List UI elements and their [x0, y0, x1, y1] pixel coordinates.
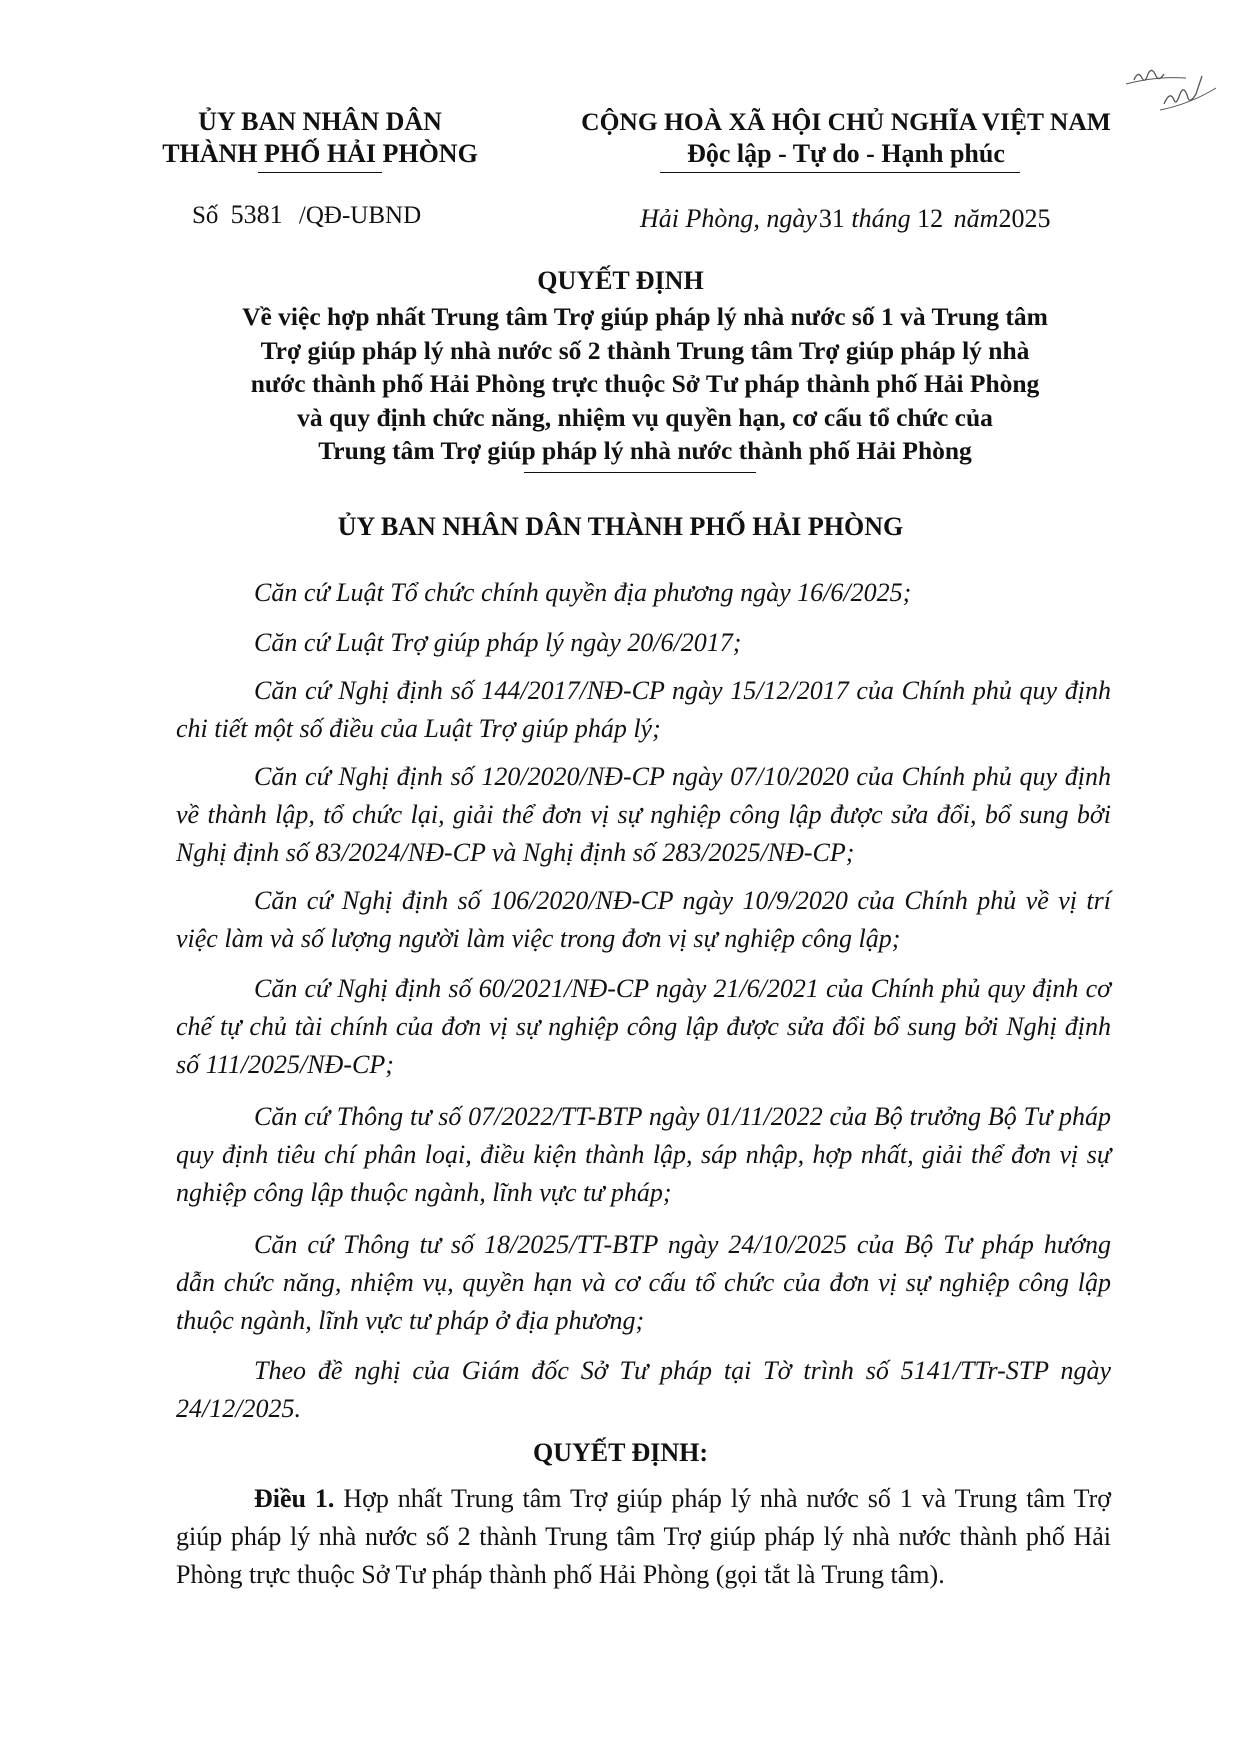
subject-line: Về việc hợp nhất Trung tâm Trợ giúp pháp lý nhà nước số 1 và Trung tâm: [242, 302, 1048, 331]
legal-basis: Căn cứ Nghị định số 144/2017/NĐ-CP ngày 15/12/2017 của Chính phủ quy định chi tiết một số điều của Luật Trợ giúp pháp lý;: [176, 676, 1111, 743]
legal-basis: Căn cứ Thông tư số 18/2025/TT-BTP ngày 24/10/2025 của Bộ Tư pháp hướng dẫn chức năng, nhiệm vụ, quyền hạn và cơ cấu tổ chức của đơn vị sự nghiệp công lập thuộc ngành, lĩnh vực tư pháp ở địa phương;: [176, 1230, 1111, 1335]
nation-line-2: Độc lập - Tự do - Hạnh phúc: [687, 139, 1005, 168]
date-place: Hải Phòng, ngày: [640, 204, 817, 233]
article-1-text: Hợp nhất Trung tâm Trợ giúp pháp lý nhà nước số 1 và Trung tâm Trợ giúp pháp lý nhà nước số 2 thành Trung tâm Trợ giúp pháp lý nhà nước thành phố Hải Phòng trực thuộc Sở Tư pháp thành phố Hải Phòng (gọi tắt là Trung tâm).: [176, 1484, 1112, 1589]
agency-underline: [258, 172, 382, 173]
document-number: [192, 200, 492, 231]
agency-line-2: THÀNH PHỐ HẢI PHÒNG: [162, 139, 478, 168]
subject-line: Trung tâm Trợ giúp pháp lý nhà nước thành phố Hải Phòng: [318, 436, 972, 465]
agency-line-1: ỦY BAN NHÂN DÂN: [198, 107, 442, 136]
legal-basis: Căn cứ Luật Tổ chức chính quyền địa phương ngày 16/6/2025;: [254, 578, 912, 607]
date-day: 31: [818, 204, 845, 233]
article-1: [176, 1480, 1111, 1594]
issuing-authority: ỦY BAN NHÂN DÂN THÀNH PHỐ HẢI PHÒNG: [337, 512, 904, 541]
date-line: [640, 204, 1160, 234]
national-motto: [540, 106, 1152, 170]
date-year-label: năm: [953, 204, 999, 233]
date-month-label: tháng: [851, 204, 911, 233]
nation-line-1: CỘNG HOÀ XÃ HỘI CHỦ NGHĨA VIỆT NAM: [581, 107, 1111, 136]
subject-line: nước thành phố Hải Phòng trực thuộc Sở Tư pháp thành phố Hải Phòng: [250, 369, 1040, 398]
subject-line: và quy định chức năng, nhiệm vụ quyền hạn, cơ cấu tổ chức của: [297, 402, 993, 432]
issuing-agency: [140, 106, 500, 170]
date-year: 2025: [998, 204, 1051, 233]
subject-underline: [524, 472, 756, 473]
decision-heading: QUYẾT ĐỊNH:: [532, 1438, 709, 1467]
number-prefix: Số: [192, 202, 219, 229]
legal-basis: Theo đề nghị của Giám đốc Sở Tư pháp tại Tờ trình số 5141/TTr-STP ngày 24/12/2025.: [176, 1356, 1111, 1423]
document-title: QUYẾT ĐỊNH: [537, 266, 704, 295]
number-value: 5381: [230, 200, 283, 229]
article-1-label: Điều 1.: [254, 1484, 335, 1513]
legal-basis: Căn cứ Nghị định số 60/2021/NĐ-CP ngày 21/6/2021 của Chính phủ quy định cơ chế tự chủ tài chính của đơn vị sự nghiệp công lập được sửa đổi bổ sung bởi Nghị định số 111/2025/NĐ-CP;: [176, 974, 1111, 1079]
handwritten-initials: [1120, 62, 1220, 122]
legal-basis: Căn cứ Thông tư số 07/2022/TT-BTP ngày 01/11/2022 của Bộ trưởng Bộ Tư pháp quy định tiêu chí phân loại, điều kiện thành lập, sáp nhập, hợp nhất, giải thể đơn vị sự nghiệp công lập thuộc ngành, lĩnh vực tư pháp;: [176, 1102, 1111, 1207]
legal-basis: Căn cứ Luật Trợ giúp pháp lý ngày 20/6/2017;: [254, 628, 742, 657]
motto-underline: [660, 172, 1020, 173]
document-subject: [150, 300, 1140, 468]
number-suffix: /QĐ-UBND: [298, 202, 422, 229]
legal-basis: Căn cứ Nghị định số 106/2020/NĐ-CP ngày 10/9/2020 của Chính phủ về vị trí việc làm và số lượng người làm việc trong đơn vị sự nghiệp công lập;: [176, 886, 1111, 953]
subject-line: Trợ giúp pháp lý nhà nước số 2 thành Trung tâm Trợ giúp pháp lý nhà: [260, 335, 1030, 365]
date-month: 12: [917, 204, 944, 233]
legal-basis: Căn cứ Nghị định số 120/2020/NĐ-CP ngày 07/10/2020 của Chính phủ quy định về thành lập, tổ chức lại, giải thể đơn vị sự nghiệp công lập được sửa đổi, bổ sung bởi Nghị định số 83/2024/NĐ-CP và Nghị định số 283/2025/NĐ-CP;: [176, 762, 1111, 867]
